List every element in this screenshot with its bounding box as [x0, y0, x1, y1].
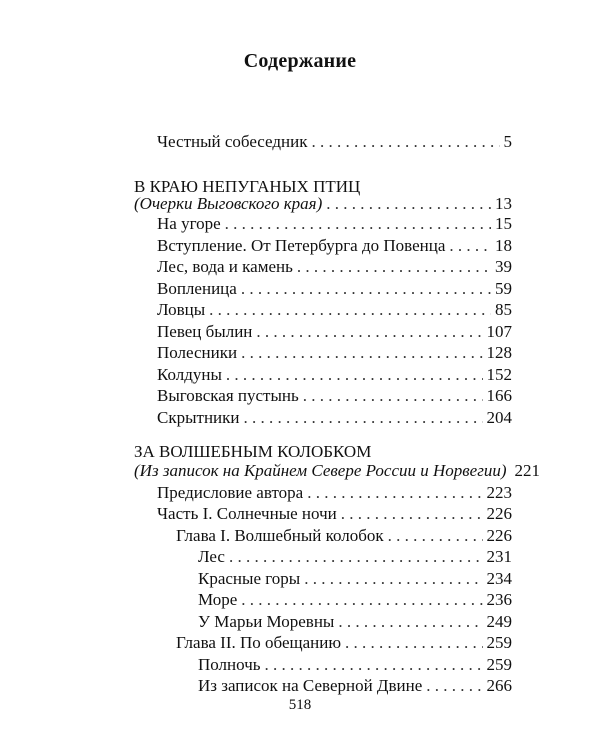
toc-entry-label: Полночь — [198, 655, 261, 674]
toc-leader-dots — [304, 568, 482, 590]
toc-entry-page: 231 — [486, 547, 512, 566]
toc-entry[interactable] — [176, 632, 512, 654]
toc-entry-page: 107 — [486, 322, 512, 341]
toc-leader-dots — [256, 321, 482, 343]
toc-entry[interactable] — [176, 525, 512, 547]
toc-entry-label: Колдуны — [157, 365, 222, 384]
toc-entry[interactable] — [198, 568, 512, 590]
toc-leader-dots — [311, 131, 499, 153]
toc-entry[interactable] — [134, 460, 540, 482]
toc-section-heading: В КРАЮ НЕПУГАНЫХ ПТИЦ — [134, 177, 361, 196]
toc-entry[interactable] — [157, 131, 512, 153]
toc-entry[interactable] — [157, 342, 512, 364]
toc-entry-label: Море — [198, 590, 238, 609]
toc-entry[interactable] — [157, 256, 512, 278]
toc-entry-label: Певец былин — [157, 322, 253, 341]
toc-entry-label: (Очерки Выговского края) — [134, 194, 323, 213]
page-title: Содержание — [243, 50, 357, 72]
toc-entry-page: 128 — [486, 343, 512, 362]
toc-entry-label: На угоре — [157, 214, 221, 233]
toc-entry-page: 249 — [486, 612, 512, 631]
toc-entry-page: 226 — [486, 504, 512, 523]
toc-entry[interactable] — [198, 589, 512, 611]
toc-entry-label: Честный собеседник — [157, 132, 308, 151]
toc-leader-dots — [241, 278, 491, 300]
page-number: 518 — [288, 697, 312, 713]
toc-entry-label: Лес, вода и камень — [157, 257, 293, 276]
toc-entry[interactable] — [134, 193, 512, 215]
toc-entry-label: Полесники — [157, 343, 238, 362]
toc-leader-dots — [449, 235, 491, 257]
toc-entry-page: 5 — [503, 132, 512, 151]
toc-leader-dots — [229, 546, 483, 568]
toc-entry[interactable] — [157, 407, 512, 429]
toc-leader-dots — [226, 364, 483, 386]
toc-entry[interactable] — [198, 546, 512, 568]
toc-entry-label: Ловцы — [157, 300, 206, 319]
toc-entry-label: Глава II. По обещанию — [176, 633, 342, 652]
toc-entry[interactable] — [157, 235, 512, 257]
toc-entry[interactable] — [157, 482, 512, 504]
toc-leader-dots — [426, 675, 482, 697]
toc-entry-page: 221 — [514, 461, 540, 480]
toc-entry-page: 234 — [486, 569, 512, 588]
toc-entry[interactable] — [157, 299, 512, 321]
toc-entry-label: (Из записок на Крайнем Севере России и Норвегии) — [134, 461, 507, 480]
toc-entry-page: 259 — [486, 633, 512, 652]
toc-leader-dots — [341, 503, 483, 525]
toc-entry-page: 166 — [486, 386, 512, 405]
toc-entry-label: Скрытники — [157, 408, 240, 427]
toc-entry-page: 226 — [486, 526, 512, 545]
toc-entry[interactable] — [157, 321, 512, 343]
toc-leader-dots — [338, 611, 482, 633]
toc-section-heading: ЗА ВОЛШЕБНЫМ КОЛОБКОМ — [134, 442, 372, 461]
toc-leader-dots — [244, 407, 483, 429]
toc-leader-dots — [303, 385, 483, 407]
toc-leader-dots — [345, 632, 482, 654]
toc-entry-page: 223 — [486, 483, 512, 502]
toc-entry-page: 152 — [486, 365, 512, 384]
toc-leader-dots — [209, 299, 491, 321]
toc-entry[interactable] — [198, 654, 512, 676]
toc-entry-page: 18 — [495, 236, 512, 255]
toc-entry[interactable] — [157, 213, 512, 235]
toc-entry-page: 13 — [495, 194, 512, 213]
toc-leader-dots — [297, 256, 491, 278]
toc-entry-label: Красные горы — [198, 569, 301, 588]
toc-entry-page: 236 — [486, 590, 512, 609]
toc-entry[interactable] — [157, 503, 512, 525]
toc-entry-page: 15 — [495, 214, 512, 233]
toc-leader-dots — [307, 482, 482, 504]
toc-entry[interactable] — [198, 611, 512, 633]
toc-entry-label: Из записок на Северной Двине — [198, 676, 423, 695]
toc-entry[interactable] — [157, 385, 512, 407]
toc-leader-dots — [265, 654, 483, 676]
toc-entry[interactable] — [157, 364, 512, 386]
toc-leader-dots — [225, 213, 491, 235]
toc-leader-dots — [241, 342, 482, 364]
toc-entry[interactable] — [198, 675, 512, 697]
toc-entry-label: У Марьи Моревны — [198, 612, 335, 631]
toc-entry-page: 259 — [486, 655, 512, 674]
toc-entry-page: 204 — [486, 408, 512, 427]
toc-entry[interactable] — [157, 278, 512, 300]
toc-entry-label: Выговская пустынь — [157, 386, 299, 405]
toc-leader-dots — [326, 193, 491, 215]
toc-leader-dots — [388, 525, 483, 547]
toc-entry-label: Предисловие автора — [157, 483, 304, 502]
toc-entry-label: Лес — [198, 547, 225, 566]
toc-entry-page: 39 — [495, 257, 512, 276]
toc-entry-label: Вопленица — [157, 279, 237, 298]
toc-entry-label: Вступление. От Петербурга до Повенца — [157, 236, 446, 255]
toc-leader-dots — [241, 589, 482, 611]
toc-entry-page: 266 — [486, 676, 512, 695]
toc-entry-page: 59 — [495, 279, 512, 298]
toc-entry-page: 85 — [495, 300, 512, 319]
toc-entry-label: Часть I. Солнечные ночи — [157, 504, 337, 523]
toc-entry-label: Глава I. Волшебный колобок — [176, 526, 384, 545]
